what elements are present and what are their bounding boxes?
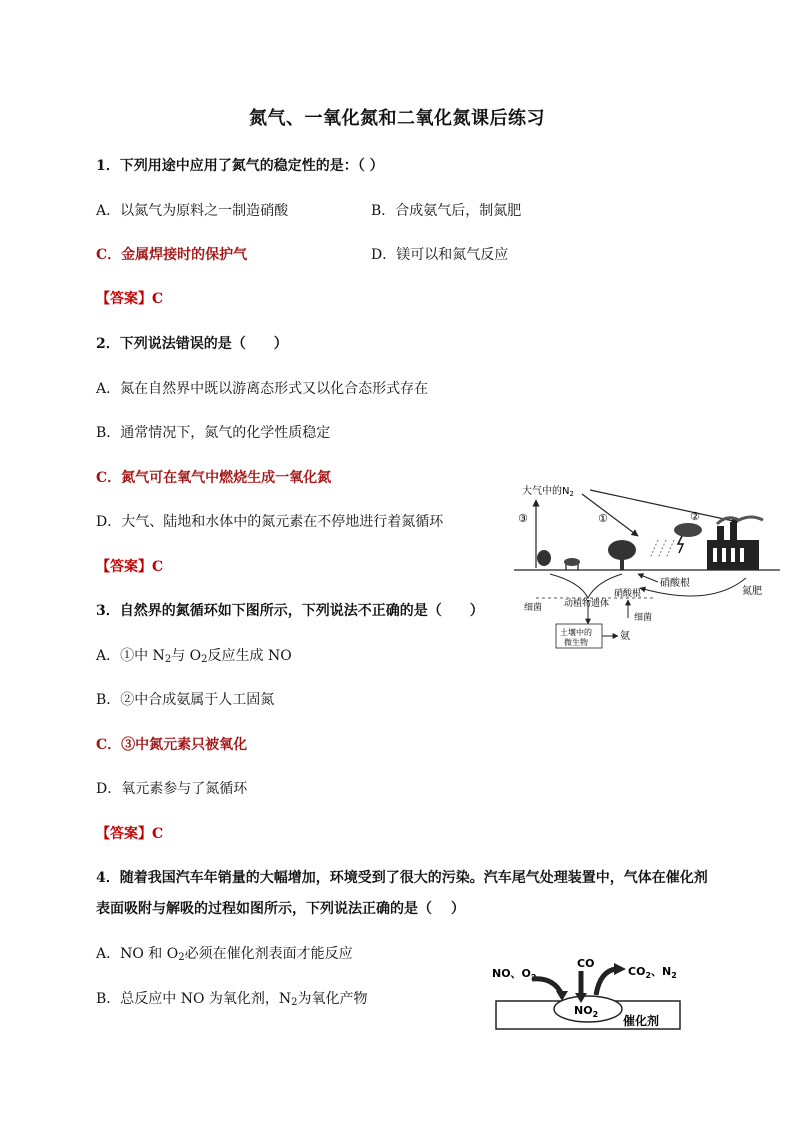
q2-option-b: B．通常情况下，氮气的化学性质稳定: [96, 425, 331, 441]
mark-3: ③: [518, 512, 528, 525]
catalyst-figure: [488, 955, 688, 1033]
q1-option-d: D．镁可以和氮气反应: [371, 247, 509, 263]
mark-1: ①: [598, 512, 608, 525]
answer-label: 【答案】: [96, 291, 152, 307]
q4-stem-line2: 表面吸附与解吸的过程如图所示，下列说法正确的是（ ）: [96, 901, 465, 917]
storm-cloud-icon: [650, 523, 702, 558]
svg-text:土壤中的: 土壤中的: [560, 628, 592, 637]
input-gases-label: NO、$O_2$: [492, 967, 537, 982]
no2-label: $NO_2$: [574, 1004, 599, 1019]
q3-option-c: C．③中氮元素只被氧化: [96, 737, 248, 753]
answer-label: 【答案】: [96, 559, 152, 575]
q4-option-a: A．NO 和 $O_2$必须在催化剂表面才能反应: [96, 946, 353, 963]
ammonia-label: 氨: [620, 631, 630, 642]
answer-label: 【答案】: [96, 826, 152, 842]
nitrate-label-1: 硝酸根: [660, 578, 690, 589]
q1-answer: [96, 290, 163, 308]
answer-value: C: [152, 559, 164, 575]
q4-stem-line1: 4．随着我国汽车年销量的大幅增加，环境受到了很大的污染。汽车尾气处理装置中，气体在催化剂: [96, 870, 708, 886]
co-label: CO: [577, 957, 595, 970]
output-arrow: [596, 969, 616, 995]
q2-option-c: C．氮气可在氧气中燃烧生成一氧化氮: [96, 470, 332, 486]
plant-animal-icon: [537, 550, 580, 570]
arrow-1: [582, 494, 638, 536]
q2-answer: [96, 558, 163, 576]
q2-option-d: D．大气、陆地和水体中的氮元素在不停地进行着氮循环: [96, 514, 444, 530]
page-title: 氮气、一氧化氮和二氧化氮课后练习: [249, 108, 545, 129]
bacteria-label-2: 细菌: [634, 613, 653, 623]
q1-option-a: A．以氮气为原料之一制造硝酸: [96, 203, 289, 219]
svg-text:微生物: 微生物: [564, 638, 588, 647]
q1-option-c: C．金属焊接时的保护气: [96, 247, 248, 263]
output-gases-label: $CO_2$、$N_2$: [628, 965, 677, 980]
bacteria-label-1: 细菌: [524, 603, 543, 613]
q1-option-b: B．合成氨气后，制氮肥: [371, 203, 522, 219]
mark-2: ②: [690, 510, 700, 523]
remains-label: 动植物遗体: [564, 599, 610, 609]
q3-option-a: A．①中 $N_2$与 $O_2$反应生成 NO: [96, 648, 292, 665]
q2-stem: 2．下列说法错误的是（ ）: [96, 336, 288, 352]
q3-option-b: B．②中合成氨属于人工固氮: [96, 692, 275, 708]
decomposition-curve: [550, 574, 622, 598]
q4-option-b: B．总反应中 NO 为氧化剂，$N_2$为氧化产物: [96, 991, 368, 1008]
catalyst-label: 催化剂: [623, 1014, 660, 1028]
answer-value: C: [152, 291, 164, 307]
nitrogen-cycle-figure: [510, 478, 785, 668]
fertilizer-label: 氮肥: [742, 586, 762, 597]
nitrate-label-2: 硝酸根: [614, 589, 642, 599]
atm-n2-label: 大气中的$N_2$: [522, 486, 574, 498]
q2-option-a: A．氮在自然界中既以游离态形式又以化合态形式存在: [96, 381, 429, 397]
q3-stem: 3．自然界的氮循环如下图所示，下列说法不正确的是（ ）: [96, 603, 484, 619]
q3-option-d: D．氧元素参与了氮循环: [96, 781, 248, 797]
tree-icon: [608, 540, 636, 570]
q3-answer: [96, 825, 163, 843]
q1-stem: 1．下列用途中应用了氮气的稳定性的是：（ ）: [96, 158, 384, 174]
factory-icon: [707, 517, 763, 570]
answer-value: C: [152, 826, 164, 842]
